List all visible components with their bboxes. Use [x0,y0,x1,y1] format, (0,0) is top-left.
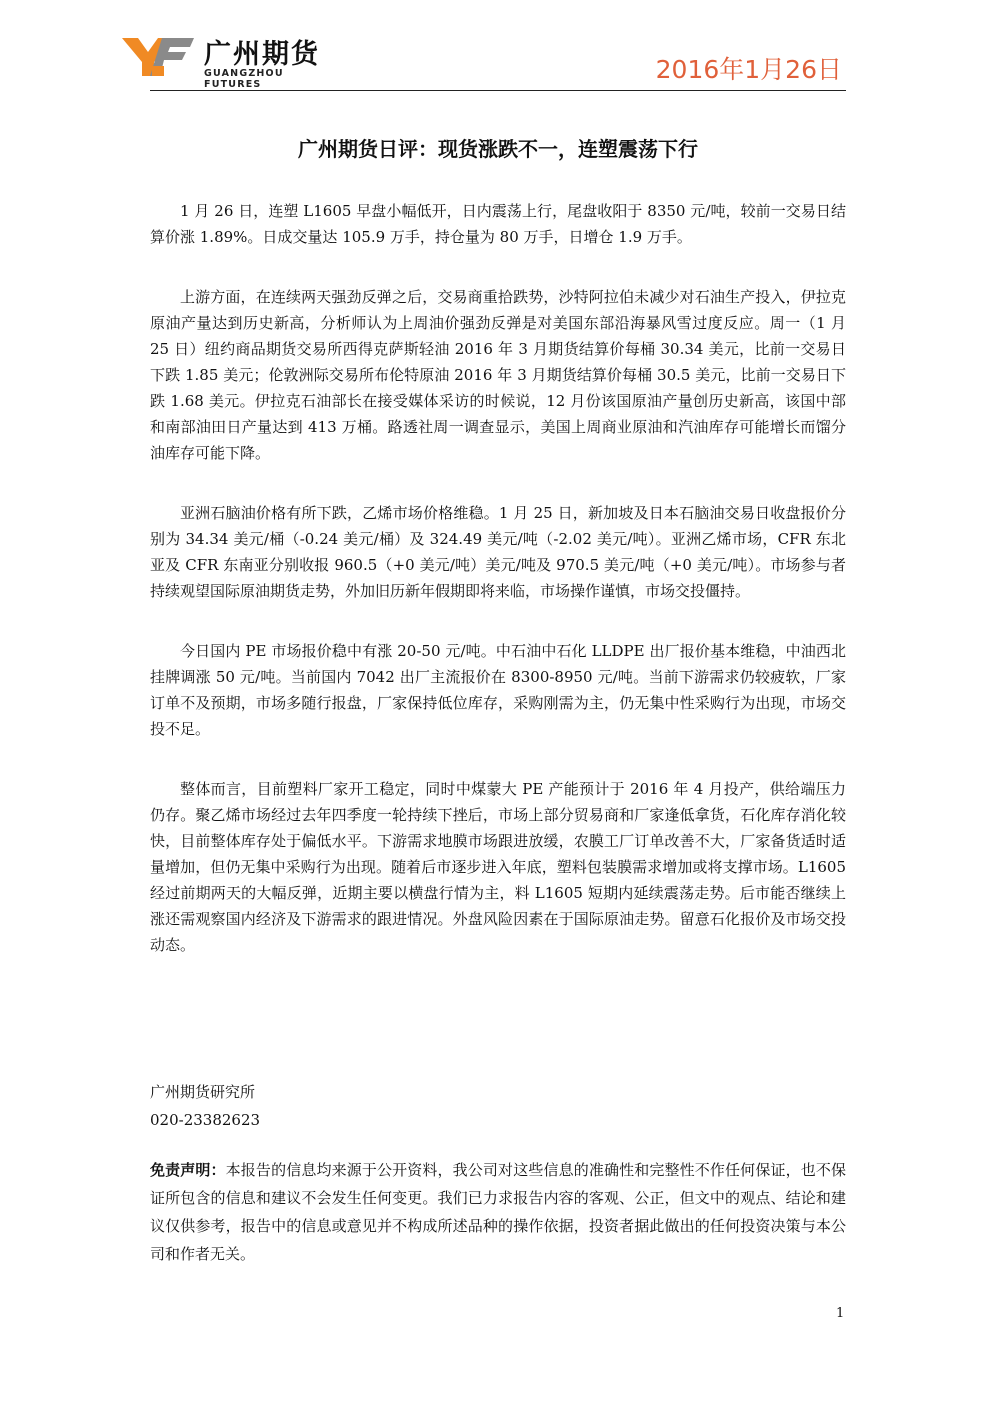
report-title: 广州期货日评：现货涨跌不一，连塑震荡下行 [298,137,698,161]
paragraph-asia-naphtha: 亚洲石脑油价格有所下跌，乙烯市场价格维稳。1 月 25 日，新加坡及日本石脑油交易日收盘报价分别为 34.34 美元/桶（-0.24 美元/桶）及 324.49 美元/吨（-2.02 美元/吨）。亚洲乙烯市场，CFR 东北亚及 CFR 东南亚分别收报 960.5（+0 美元/吨）美元/吨及 970.5 美元/吨（+0 美元/吨）。市场参与者持续观望国际原油期货走势，外加旧历新年假期即将来临，市场操作谨慎，市场交投僵持。 [150,504,846,600]
paragraph-upstream: 上游方面，在连续两天强劲反弹之后，交易商重拾跌势，沙特阿拉伯未减少对石油生产投入，伊拉克原油产量达到历史新高，分析师认为上周油价强劲反弹是对美国东部沿海暴风雪过度反应。周一（1 月 25 日）纽约商品期货交易所西得克萨斯轻油 2016 年 3 月期货结算价每桶 30.34 美元，比前一交易日下跌 1.85 美元；伦敦洲际交易所布伦特原油 2016 年 3 月期货结算价每桶 30.5 美元，比前一交易日下跌 1.68 美元。伊拉克石油部长在接受媒体采访的时候说，12 月份该国原油产量创历史新高，该国中部和南部油田日产量达到 413 万桶。路透社周一调查显示，美国上周商业原油和汽油库存可能增长而馏分油库存可能下降。 [150,288,846,462]
disclaimer-text: 本报告的信息均来源于公开资料，我公司对这些信息的准确性和完整性不作任何保证，也不保证所包含的信息和建议不会发生任何变更。我们已力求报告内容的客观、公正，但文中的观点、结论和建议仅供参考，报告中的信息或意见并不构成所述品种的操作依据，投资者据此做出的任何投资决策与本公司和作者无关。 [150,1161,846,1263]
report-body [150,198,846,992]
paragraph-market-summary: 1 月 26 日，连塑 L1605 早盘小幅低开，日内震荡上行，尾盘收阳于 8350 元/吨，较前一交易日结算价涨 1.89%。日成交量达 105.9 万手，持仓量为 80 万手，日增仓 1.9 万手。 [150,202,846,246]
paragraph-domestic-pe: 今日国内 PE 市场报价稳中有涨 20-50 元/吨。中石油中石化 LLDPE 出厂报价基本维稳，中油西北挂牌调涨 50 元/吨。当前国内 7042 出厂主流报价在 8300-8950 元/吨。当前下游需求仍较疲软，厂家订单不及预期，市场多随行报盘，厂家保持低位库存，采购刚需为主，仍无集中性采购行为出现，市场交投不足。 [150,642,846,738]
logo-english-name: GUANGZHOU FUTURES [204,68,284,90]
yf-logo-icon [122,32,196,78]
disclaimer-label: 免责声明： [150,1161,226,1179]
paragraph-outlook: 整体而言，目前塑料厂家开工稳定，同时中煤蒙大 PE 产能预计于 2016 年 4 月投产，供给端压力仍存。聚乙烯市场经过去年四季度一轮持续下挫后，市场上部分贸易商和厂家逢低拿货，石化库存消化较快，目前整体库存处于偏低水平。下游需求地膜市场跟进放缓，农膜工厂订单改善不大，厂家备货适时适量增加，但仍无集中采购行为出现。随着后市逐步进入年底，塑料包装膜需求增加或将支撑市场。L1605 经过前期两天的大幅反弹，近期主要以横盘行情为主，料 L1605 短期内延续震荡走势。后市能否继续上涨还需观察国内经济及下游需求的跟进情况。外盘风险因素在于国际原油走势。留意石化报价及市场交投动态。 [150,780,846,954]
report-date: 2016年1月26日 [655,55,842,84]
company-logo [122,32,342,90]
logo-chinese-name: 广州期货 [204,39,320,70]
contact-phone: 020-23382623 [150,1111,261,1129]
header-divider [150,90,846,91]
report-footer [150,1078,846,1134]
institute-name: 广州期货研究所 [150,1083,256,1101]
disclaimer [150,1156,846,1268]
page-number: 1 [836,1306,845,1321]
